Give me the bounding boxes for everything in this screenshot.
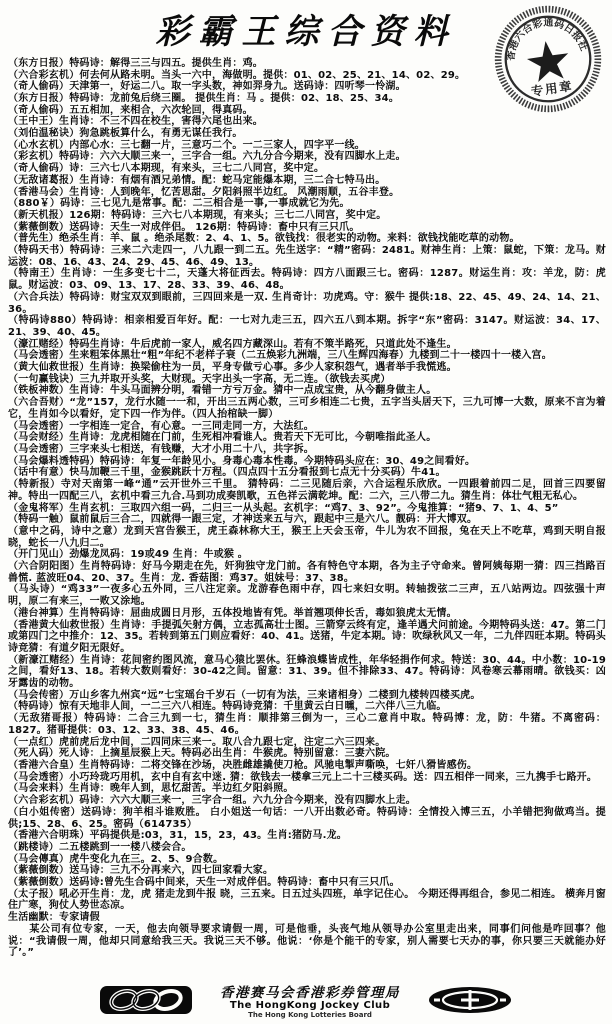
text-line: （太子报）吼必开生肖：龙，虎 猪走龙到牛报 晓，三五来。日五过头四班，单字记住心。 今期还得再组合，参见二相连。 横奔月窗住广寒，狗仗人势世态凉。 (8, 888, 606, 912)
text-line: （跳楼诗）二五楼跳到一一楼八楼会合。 (8, 841, 192, 853)
seal-ring-text: 香港六合彩通码日报社 (505, 17, 590, 62)
seal-bottom-text: 专用章 (530, 79, 575, 99)
text-line: （无敌诸葛报）生肖诗：有烟有酒兄弟情。配：蛇马定能爆本期，三二合七特马出。 (8, 174, 386, 186)
text-line: （奇人偷码）天津第一，好运二八。取一字头数，神如羿身九。送码诗：四听琴一怜湖。 (8, 81, 406, 93)
text-line: （特南王）生肖诗：一生多变七十二，天蓬大将征西去。特码诗：四方八面跟三七。密码：1287。财运生肖：攻：羊龙，防：虎鼠。财运波：03、09、13、17、28、33、39、46、48。 (8, 268, 606, 292)
footer (0, 981, 612, 1019)
text-line: （奇人偷码）诗：三六七八本期现，有来头，三七二八同宫，奖中定。 (8, 163, 325, 175)
official-seal (489, 2, 607, 116)
text-line: （奇人偷码）五五相加，来相合，六次轮回，得真码。 (8, 104, 253, 116)
text-line: （刘伯温秘诀）狗急跳板算什么，有勇无谋任我行。 (8, 128, 243, 140)
text-line: （六合兵法）特码诗：财宝双双到眼前，三四回来是一双. 生肖奇计：功虎鸡。守：猴牛 提供:18、22、45、49、24、14、21、36。 (8, 291, 607, 315)
text-line: 生活幽默：专家请假 (8, 912, 100, 924)
text-line: （马会傳真）虎牛变化九在三。2、5、9合数。 (8, 853, 224, 865)
text-line: （开门见山）劲爆龙凤码：19或49 生肖：牛或猴 。 (8, 549, 248, 561)
text-line: （铁板神数）生肖诗：牛头马面辨分明，看错一方亏万金。猜中一点成宝贵，从今翻身做主人。 (8, 385, 437, 397)
text-line: （马会财经）生肖诗：龙虎相随在门前，生死相冲看谁人。贵若天下无可比，今朝唯指此圣人。 (8, 432, 437, 444)
text-line: （濠江赌经）特码生肖诗：牛后虎前一家人，威名四方藏深山。若有不策半路死，只道此处不逢生。 (8, 338, 457, 350)
text-line: （马会来料）生肖诗：晚年人到，思忆甜苦。半边红夕阳斜照。 (8, 783, 294, 795)
text-line: （黄大仙救世报）生肖诗：换梁偷柱为一员，平身专做亏心事。多少人家积怨气，遇者举手我慌逃。 (8, 362, 457, 374)
text-line: （东方日报）特码诗：解得三三与四五。提供生肖：鸡。 (8, 57, 263, 69)
text-line: 某公司有位专家，一天，他去向领导要求请假一周，可是他垂，头丧气地从领导办公室里走出来，同事们问他是咋回事？他说：“我请假一周，他却只同意给我三天。我说三天不够。他说：‘你是个能干的专家，别人需要七天办的事，你只要三天就能办好了’。” (8, 923, 606, 959)
text-line: （特新报）寺对天南第一峰“通”云开世外三千里。 猜特码：二三见随后亲，六合运程乐欣欣。一四跟着前四二足，回首三四要留神。特出一四配三八，玄机中看三九合.马到功成奏凯歌，五色祥云满乾坤。配：二六，三八带二九。猜生肖：体壮气粗无私心。 (8, 479, 606, 502)
text-line: （新天机报）126期：特码诗：三六七八本期现，有来头；三七二八同宫，奖中定。 (8, 209, 387, 221)
text-line: （马会透密）生来粗笨体黑壮“粗”年纪不老样子衰（二五焕彩九洲端，三八生辉四海春）九楼到二十一楼四十一楼入宫。 (8, 350, 552, 362)
text-line: （六合阴阳图）生肖特码诗：好马今期走在先，奸狗独守龙门前。各有特色守本期，各为主子守命来。曾阿姨每期一猜：四三挡路百兽慌. 蓝波旺04、20、37。生肖：龙. 香菇图：鸡37。姐妹号：37、38。 (8, 561, 606, 584)
text-line: （马会透密）一字相连一定合，有心意。一三同走同一方，大法红。 (8, 420, 314, 432)
text-line: （东方日报）特码诗：龙前兔后绕三圈。 提供生肖：马 。提供：02、18、25、34。 (8, 92, 400, 104)
text-line: （马头诗）“鸡33”一夜多心五外同，三八注定亲。龙游春色雨中存，四七来妇女明。转轴拨弦二三声，五八站两边。四弦强十声明，原二有来三，一败又涂地。 (8, 584, 606, 608)
text-line: （特码诗）惊有天地非人间，一二三六八相连。特码诗竞猜：千里黄云白日曛，二六伴八三九临。 (8, 701, 447, 713)
page-title: 彩霸王综合资料 (155, 12, 457, 52)
text-line: （马会透密）小巧玲珑巧用机，玄中自有玄中迷. 猜：欲钱去一楼拿三元上二十三楼买码。送：四五相伴一同来，三九携手七路开。 (8, 771, 598, 783)
text-line: （香港六合皇）生肖特码诗：二将交锋在沙场，决胜雌雄撬使刀枪。风驰电掣声嘶唤，七奸八猾皆感伤。 (8, 759, 478, 771)
jockey-club-logo (100, 986, 192, 1014)
text-line: （紫薇倒数）送码诗：天生一对成伴侣。 126期：特码诗：畜中只有三只爪。 (8, 221, 360, 233)
text-line: （特码诗880）特码诗：相亲相爱百年好。配：一七对九走三五，四六五八到本期。拆字“东”密码：3147。财运波：34、17、21、39、40、45。 (8, 315, 606, 338)
footer-organisation (220, 981, 400, 1019)
text-line: （话中有意）快马加鞭三千里，金猴跳跃十万程。（四点四十五分看报到七点无十分买码）牛41。 (8, 467, 446, 479)
text-line: （香港马会）生肖诗：人到晚年，忆苦思甜。夕阳斜照半边红。 风潮雨顺，五谷丰登。 (8, 186, 400, 198)
content-lines (0, 53, 612, 965)
text-line: （一点红）虎前虎后龙中间，二四同床三来一。取八合九跟七定，注定二六三四来。 (8, 736, 386, 748)
text-line: （六合吾财）“龙”157，龙行水随一一和，开出三五两心数，三可乡相连二七贵，五字当头居天下，三九可博一大数，原来不言为着它，生肖如今以看好，定下四一作为伴。（四人抬棺缺一脚） (8, 397, 606, 420)
organisation-name-english: The HongKong Jockey Club (229, 1000, 391, 1011)
text-line: （特码天书）特码诗：三来二六走四一，八九跟一到二五。先生送字：“精”密码：2481。财神生肖：上策：鼠蛇，下策：龙马。财运波：08、16、43、24、29、45、46、49、13。 (8, 245, 606, 268)
text-line: （彩玄机）特码诗：六六大顺三来一，三字合一组。六九分合今期来，没有四脚水上走。 (8, 151, 406, 163)
text-line: （港台神算）生肖特码诗：屈曲成圆日月形，五体投地皆有凭。举首翘项伸长舌，毒如狼虎太无情。 (8, 607, 457, 619)
text-line: （香港黄大仙救世报）生肖诗：手提弧矢射方偶，立志孤高壮士图。三箭穿云终有定，逢羊遇犬问前途。今期特码头送：47。第二门或第四门之中推介：12、35。若转到第五门则应看好：40、41。送猪，牛定本期。诗：吹绿秋风又一年，二九伴四旺本期。特码头诗竞猜：有道夕阳无限好。 (8, 619, 606, 654)
text-line: （香港六合明珠）平码提供是:03，31，15，23，43。生肖:猪防马.龙。 (8, 830, 347, 842)
text-line: （紫薇倒数）送马诗：三九不分再来六，四七回家看大家。 (8, 865, 274, 877)
text-line: （普先生）绝杀生肖：羊、鼠 。绝杀尾数：2、4、1、5。欲钱找：很老实的动物。来料：欲钱找能吃草的动物。 (8, 233, 520, 245)
text-line: （特码一触）鼠前鼠后三合二，四就得一跟三定，才神送来五与六，跟起中三是六八。靓码：开大博双。 (8, 514, 478, 526)
text-line: （意中之码，诗中之意）龙到天宫告猴王，虎王森林称大王，猴王上天会玉帝，牛儿为农不回报，兔在天上不吃草，鸡到天明自报晓，蛇长一八九归二。 (8, 525, 606, 549)
text-line: （金鬼将军）生肖玄机：三取四六组一码，二归三一从头起。玄机字：“鸡7、3、92”。今鬼推算：“猪9、7、1、4、5” (8, 502, 559, 514)
text-line: （无敌猪哥报）特码诗：二合三九到一七，猜生肖：顺排第三倒为一，三心二意肖中取。特码博：龙，防：牛猪。不离密码：1827。猪哥提供：03、12、33、38、45、46。 (8, 713, 606, 736)
star-icon (525, 38, 572, 83)
text-line: （紫薇倒数）送码诗:曾先生合码中间来，天生一对成伴侣。特码诗：畜中只有三只爪。 (8, 877, 400, 889)
lotteries-board-logo (428, 986, 512, 1014)
text-line: （马会传密）万山乡客九州宾“远”七宝瑶台千岁石（一切有为法，三来诸相身）二楼到九楼转四楼买虎。 (8, 689, 481, 701)
text-line: （马会爆料透特码）特码诗：年复一年龄见小。身毒心毒本性毒。今期特码头应在：30、49之间看好。 (8, 455, 476, 467)
text-line: （六合彩玄机）何去何从路未明。当头一六中，海做明。提供：01、02、25、21、14、02、29。 (8, 69, 466, 81)
text-line: （白小姐传密）送码诗：狗羊相斗谁败胜。 白小姐送一句话：一八开出数必奇。特码诗：全情投入博三五，小羊错把狗做鸡当。提供;15、28、6、25。密码（614735） (8, 806, 606, 830)
organisation-subname-english: The Hong Kong Lotteries Board (248, 1011, 372, 1019)
text-line: （一句赢钱诀）三九并取开头奖，大财现。天字出头一字高，无二连。（欲钱去买虎） (8, 373, 391, 385)
organisation-name-chinese: 香港赛马会香港彩券管理局 (220, 985, 400, 1001)
text-line: （新濠江赌经）生肖诗：花间密约图风流，意马心猿比罢休。狂蜂浪蝶皆成性，年华轻捐作何求。特送：30、44。中小数：10-19之间，看好13、18。若转大数则看好：30-42之间。留意：31、39。但不排除33、47。特码诗：风卷寒云幕雨晴。欲钱买：凶牙露齿的动物。 (8, 654, 606, 690)
text-line: （心水玄机）内部心水：三七翻一片，三意巧二个。一二三家人，四字平一线。 (8, 139, 365, 151)
text-line: （王中王）生肖诗：不三不四在校生，害得六尾也出来。 (8, 116, 263, 128)
text-line: （马会透密）三字来头七相送，有钱赚，大才小用二十八，共字拆。 (8, 444, 314, 455)
text-line: （880￥）码诗：三七见九是常事。配：二三相合是一事,一事成就它为先。 (8, 198, 350, 210)
text-line: （死人码）死人诗：上摘星辰猴上天。特码必出生肖：牛猴虎。特别留意：三妻六院。 (8, 748, 396, 760)
text-line: （六合彩玄机）码诗：六六大顺三来一，三字合一组。六九分合今期来，没有四脚水上走。 (8, 795, 416, 807)
